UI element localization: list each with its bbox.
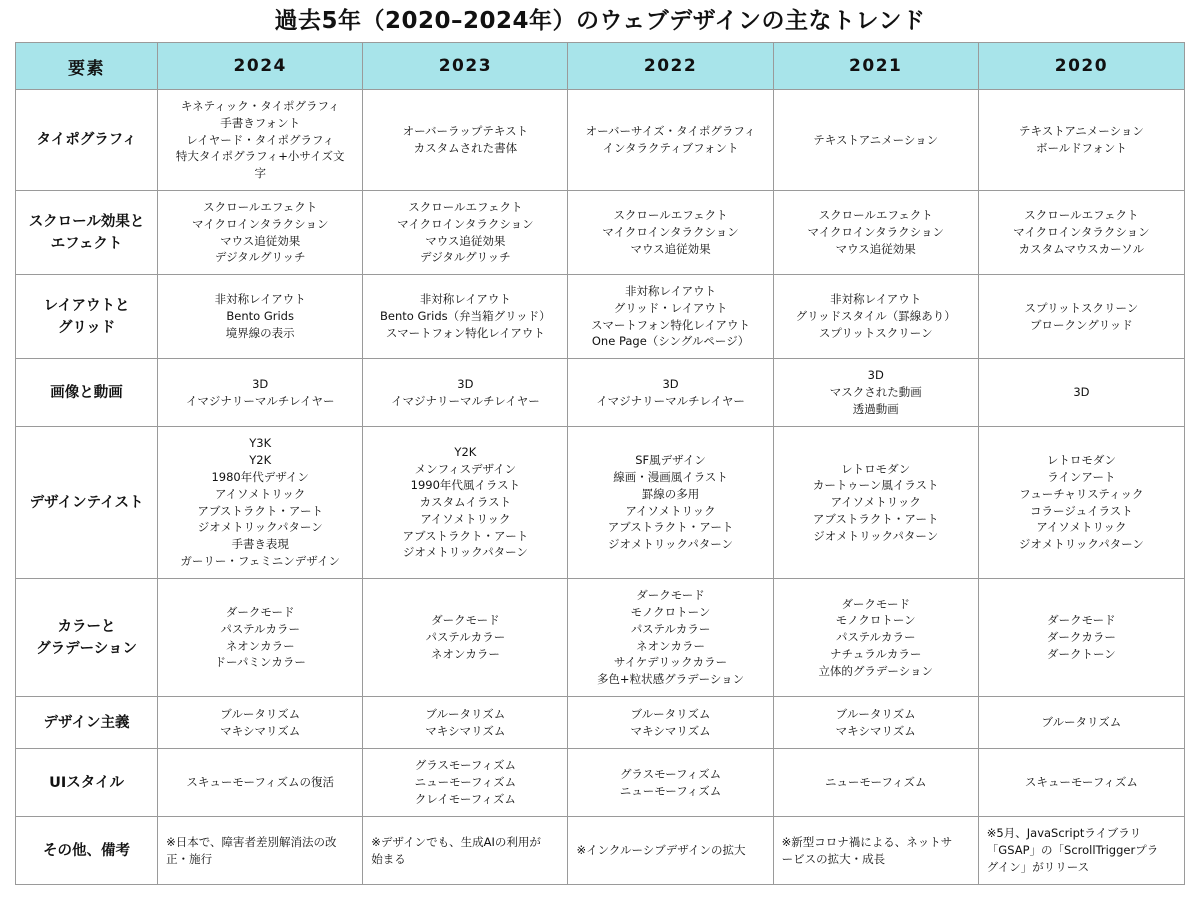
cell-line: アブストラクト・アート <box>812 511 939 526</box>
cell-line: グラスモーフィズム <box>414 758 516 773</box>
cell-line: ※デザインでも、生成AIの利用が <box>371 834 541 849</box>
cell-layout-grid-2021 <box>773 275 978 359</box>
row-label-line: UIスタイル <box>49 774 124 791</box>
cell-line: 線画・漫画風イラスト <box>613 469 728 484</box>
cell-line: マイクロインタラクション <box>1013 225 1150 240</box>
cell-line: パステルカラー <box>630 621 711 636</box>
row-label-line: グリッド <box>57 319 116 336</box>
cell-line: サイケデリックカラー <box>613 655 728 670</box>
header-cell-2021: 2021 <box>773 43 978 90</box>
cell-line: ブルータリズム <box>835 706 916 721</box>
cell-line: ブルータリズム <box>425 706 506 721</box>
cell-line: 始まる <box>371 851 406 866</box>
row-label-line: その他、備考 <box>43 842 131 859</box>
cell-line: カートゥーン風イラスト <box>812 478 939 493</box>
row-label-ui-style <box>16 749 158 817</box>
cell-line: スクロールエフェクト <box>613 208 728 223</box>
table-row-scroll-effects <box>16 191 1185 275</box>
cell-ui-style-2024 <box>158 749 363 817</box>
row-label-color-gradation <box>16 579 158 697</box>
cell-notes-2024 <box>158 817 363 885</box>
cell-line: マイクロインタラクション <box>191 216 329 231</box>
cell-line: テキストアニメーション <box>1018 124 1144 139</box>
cell-line: ネオンカラー <box>636 638 706 653</box>
cell-color-gradation-2022 <box>568 579 773 697</box>
cell-line: イマジナリーマルチレイヤー <box>596 393 745 408</box>
cell-line: ニューモーフィズム <box>824 775 927 790</box>
row-label-line: カラーと <box>57 618 116 635</box>
cell-ui-style-2022 <box>568 749 773 817</box>
row-label-line: スクロール効果と <box>28 213 145 230</box>
cell-line: マウス追従効果 <box>835 241 916 256</box>
header-cell-element: 要素 <box>16 43 158 90</box>
cell-line: マイクロインタラクション <box>807 225 944 240</box>
row-label-layout-grid <box>16 275 158 359</box>
cell-line: ボールドフォント <box>1035 141 1127 155</box>
cell-design-ism-2023 <box>363 697 568 749</box>
cell-typography-2020 <box>978 90 1184 191</box>
cell-design-ism-2021 <box>773 697 978 749</box>
cell-line: ダークモード <box>1047 613 1116 628</box>
cell-layout-grid-2020 <box>978 275 1184 359</box>
cell-image-video-2023 <box>363 359 568 427</box>
cell-line: ※インクルーシブデザインの拡大 <box>576 843 746 858</box>
cell-line: 非対称レイアウト <box>830 292 922 307</box>
cell-line: スマートフォン特化レイアウト <box>591 317 750 332</box>
cell-line: キネティック・タイポグラフィ <box>180 99 340 113</box>
cell-line: アブストラクト・アート <box>402 528 529 543</box>
cell-line: 特大タイポグラフィ+小サイズ文 <box>175 149 345 164</box>
cell-line: ービスの拡大・成長 <box>781 851 886 866</box>
cell-line: マキシマリズム <box>425 723 506 738</box>
cell-line: Y2K <box>249 453 272 468</box>
cell-line: グラスモーフィズム <box>619 766 722 781</box>
cell-line: レトロモダン <box>841 461 911 476</box>
cell-line: スマートフォン特化レイアウト <box>385 325 545 340</box>
cell-scroll-effects-2021 <box>773 191 978 275</box>
header-cell-2023: 2023 <box>363 43 568 90</box>
cell-line: スプリットスクリーン <box>1024 300 1139 315</box>
cell-line: 非対称レイアウト <box>624 283 717 298</box>
cell-typography-2023 <box>363 90 568 191</box>
cell-line: 境界線の表示 <box>225 325 295 340</box>
cell-typography-2022 <box>568 90 773 191</box>
row-label-line: デザイン主義 <box>43 714 130 731</box>
row-label-line: エフェクト <box>50 235 123 252</box>
cell-line: グイン」がリリース <box>986 859 1090 874</box>
cell-line: アイソメトリック <box>830 495 921 510</box>
trend-table <box>15 42 1185 885</box>
cell-line: レトロモダン <box>1046 453 1116 468</box>
cell-line: 立体的グラデーション <box>818 663 933 678</box>
cell-line: マイクロインタラクション <box>602 225 739 240</box>
cell-line: 手書きフォント <box>220 115 301 130</box>
cell-notes-2022 <box>568 817 773 885</box>
table-row-layout-grid <box>16 275 1185 359</box>
cell-line: ジオメトリックパターン <box>1018 537 1144 552</box>
cell-line: ダークモード <box>636 588 705 603</box>
cell-line: ラインアート <box>1047 469 1116 484</box>
cell-scroll-effects-2020 <box>978 191 1184 275</box>
cell-line: Y3K <box>249 436 272 451</box>
cell-line: アイソメトリック <box>625 503 716 518</box>
cell-line: マスクされた動画 <box>829 385 922 400</box>
cell-layout-grid-2024 <box>158 275 363 359</box>
row-label-line: グラデーション <box>36 640 138 657</box>
cell-line: 1990年代風イラスト <box>410 478 521 493</box>
cell-color-gradation-2023 <box>363 579 568 697</box>
cell-line: カスタムイラスト <box>419 495 512 510</box>
cell-line: Bento Grids（弁当箱グリッド） <box>380 309 551 324</box>
cell-line: クレイモーフィズム <box>414 791 516 806</box>
cell-line: ネオンカラー <box>430 646 500 661</box>
cell-line: ダークモード <box>431 613 500 628</box>
cell-line: ブルータリズム <box>630 706 711 721</box>
row-label-design-taste <box>16 427 158 579</box>
cell-design-taste-2023 <box>363 427 568 579</box>
cell-typography-2021 <box>773 90 978 191</box>
row-label-typography <box>16 90 158 191</box>
cell-design-ism-2020 <box>978 697 1184 749</box>
cell-line: 手書き表現 <box>231 537 289 552</box>
cell-ui-style-2023 <box>363 749 568 817</box>
cell-line: フューチャリスティック <box>1019 486 1144 501</box>
cell-line: マキシマリズム <box>220 723 301 738</box>
table-row-typography <box>16 90 1185 191</box>
cell-line: オーバーラップテキスト <box>402 124 529 139</box>
cell-line: パステルカラー <box>835 630 916 645</box>
cell-line: 非対称レイアウト <box>214 292 306 307</box>
cell-image-video-2021 <box>773 359 978 427</box>
cell-line: レイヤード・タイポグラフィ <box>186 132 335 147</box>
cell-line: ダークトーン <box>1047 646 1116 661</box>
cell-design-taste-2024 <box>158 427 363 579</box>
cell-color-gradation-2020 <box>978 579 1184 697</box>
cell-notes-2021 <box>773 817 978 885</box>
cell-line: マキシマリズム <box>630 723 711 738</box>
row-label-scroll-effects <box>16 191 158 275</box>
cell-line: パステルカラー <box>220 621 301 636</box>
cell-line: グリッド・レイアウト <box>613 300 728 315</box>
cell-design-taste-2020 <box>978 427 1184 579</box>
cell-line: ブロークングリッド <box>1029 317 1133 332</box>
row-label-line: タイポグラフィ <box>36 132 137 148</box>
cell-line: ニューモーフィズム <box>414 775 517 790</box>
header-cell-2024: 2024 <box>158 43 363 90</box>
cell-scroll-effects-2023 <box>363 191 568 275</box>
cell-layout-grid-2023 <box>363 275 568 359</box>
cell-line: 3D <box>867 368 884 383</box>
cell-line: アブストラクト・アート <box>197 503 324 518</box>
cell-line: ニューモーフィズム <box>619 783 722 798</box>
cell-image-video-2024 <box>158 359 363 427</box>
cell-line: スクロールエフェクト <box>203 199 318 214</box>
cell-line: コラージュイラスト <box>1030 503 1133 518</box>
cell-design-ism-2024 <box>158 697 363 749</box>
cell-line: マウス追従効果 <box>220 233 301 248</box>
cell-line: 透過動画 <box>852 401 899 416</box>
cell-line: インタラクティブフォント <box>602 141 739 155</box>
cell-line: メンフィスデザイン <box>414 461 517 476</box>
cell-line: 字 <box>254 166 266 181</box>
cell-line: マイクロインタラクション <box>397 216 534 231</box>
cell-design-taste-2021 <box>773 427 978 579</box>
cell-line: ブルータリズム <box>220 706 301 721</box>
cell-line: 1980年代デザイン <box>211 469 309 484</box>
cell-color-gradation-2021 <box>773 579 978 697</box>
cell-line: イマジナリーマルチレイヤー <box>391 393 540 408</box>
cell-line: モノクロトーン <box>630 604 711 619</box>
row-label-line: 画像と動画 <box>50 384 123 401</box>
cell-line: スクロールエフェクト <box>1024 208 1139 223</box>
cell-line: 「GSAP」の「ScrollTriggerプラ <box>986 843 1159 858</box>
table-row-design-ism <box>16 697 1185 749</box>
cell-line: マキシマリズム <box>835 723 916 738</box>
cell-line: Y2K <box>454 444 477 459</box>
cell-line: ジオメトリックパターン <box>813 528 939 543</box>
row-label-image-video <box>16 359 158 427</box>
cell-line: 3D <box>1073 385 1090 400</box>
cell-ui-style-2021 <box>773 749 978 817</box>
table-body <box>16 90 1185 885</box>
header-cell-2020: 2020 <box>978 43 1184 90</box>
table-row-color-gradation <box>16 579 1185 697</box>
cell-line: マウス追従効果 <box>630 241 711 256</box>
cell-line: オーバーサイズ・タイポグラフィ <box>585 124 756 139</box>
cell-line: アイソメトリック <box>1036 520 1127 535</box>
cell-line: カスタムされた書体 <box>413 141 518 155</box>
cell-line: 3D <box>457 376 474 391</box>
cell-scroll-effects-2022 <box>568 191 773 275</box>
cell-line: スキューモーフィズム <box>1024 775 1138 790</box>
cell-line: カスタムマウスカーソル <box>1018 241 1145 256</box>
cell-line: 3D <box>252 376 269 391</box>
cell-line: アイソメトリック <box>215 486 306 501</box>
cell-line: SF風デザイン <box>635 453 706 468</box>
cell-line: アブストラクト・アート <box>607 520 734 535</box>
cell-typography-2024 <box>158 90 363 191</box>
cell-design-ism-2022 <box>568 697 773 749</box>
page-title: 過去5年（2020–2024年）のウェブデザインの主なトレンド <box>274 8 926 34</box>
table-row-notes <box>16 817 1185 885</box>
header-row <box>16 43 1185 90</box>
cell-line: One Page（シングルページ） <box>591 334 750 349</box>
header-cell-2022: 2022 <box>568 43 773 90</box>
cell-line: 正・施行 <box>166 851 213 866</box>
cell-line: 3D <box>662 376 679 391</box>
cell-line: スプリットスクリーン <box>818 325 933 340</box>
cell-color-gradation-2024 <box>158 579 363 697</box>
cell-ui-style-2020 <box>978 749 1184 817</box>
cell-line: デジタルグリッチ <box>420 250 511 265</box>
cell-image-video-2020 <box>978 359 1184 427</box>
table-row-image-video <box>16 359 1185 427</box>
cell-line: ※日本で、障害者差別解消法の改 <box>166 834 337 849</box>
cell-line: イマジナリーマルチレイヤー <box>185 393 335 408</box>
cell-line: ナチュラルカラー <box>830 646 922 661</box>
cell-line: 多色+粒状感グラデーション <box>596 672 745 687</box>
cell-line: Bento Grids <box>226 309 294 324</box>
cell-line: パステルカラー <box>425 630 506 645</box>
cell-layout-grid-2022 <box>568 275 773 359</box>
cell-line: ※5月、JavaScriptライブラリ <box>986 826 1142 841</box>
cell-line: 非対称レイアウト <box>419 292 511 307</box>
row-label-line: デザインテイスト <box>29 494 144 511</box>
cell-line: ネオンカラー <box>225 638 295 653</box>
cell-line: テキストアニメーション <box>813 132 939 147</box>
cell-scroll-effects-2024 <box>158 191 363 275</box>
row-label-line: レイアウトと <box>43 297 130 314</box>
cell-line: ジオメトリックパターン <box>608 537 734 552</box>
cell-line: 罫線の多用 <box>641 486 700 501</box>
cell-notes-2020 <box>978 817 1184 885</box>
cell-line: ガーリー・フェミニンデザイン <box>180 553 340 568</box>
cell-line: ダークカラー <box>1046 630 1116 645</box>
cell-line: アイソメトリック <box>420 511 511 526</box>
table-row-ui-style <box>16 749 1185 817</box>
cell-line: スクロールエフェクト <box>818 208 933 223</box>
cell-line: スキューモーフィズムの復活 <box>186 775 334 790</box>
cell-line: デジタルグリッチ <box>214 250 306 265</box>
cell-image-video-2022 <box>568 359 773 427</box>
cell-line: スクロールエフェクト <box>408 199 523 214</box>
cell-line: ジオメトリックパターン <box>402 545 528 560</box>
table-row-design-taste <box>16 427 1185 579</box>
cell-design-taste-2022 <box>568 427 773 579</box>
cell-notes-2023 <box>363 817 568 885</box>
cell-line: グリッドスタイル（罫線あり） <box>795 309 956 324</box>
cell-line: ドーパミンカラー <box>214 655 306 670</box>
cell-line: ジオメトリックパターン <box>197 520 323 535</box>
cell-line: ダークモード <box>225 604 295 619</box>
cell-line: ※新型コロナ禍による、ネットサ <box>781 834 953 849</box>
row-label-design-ism <box>16 697 158 749</box>
cell-line: ダークモード <box>841 596 910 611</box>
row-label-notes <box>16 817 158 885</box>
cell-line: ブルータリズム <box>1041 715 1122 730</box>
cell-line: マウス追従効果 <box>425 233 506 248</box>
cell-line: モノクロトーン <box>835 613 916 628</box>
